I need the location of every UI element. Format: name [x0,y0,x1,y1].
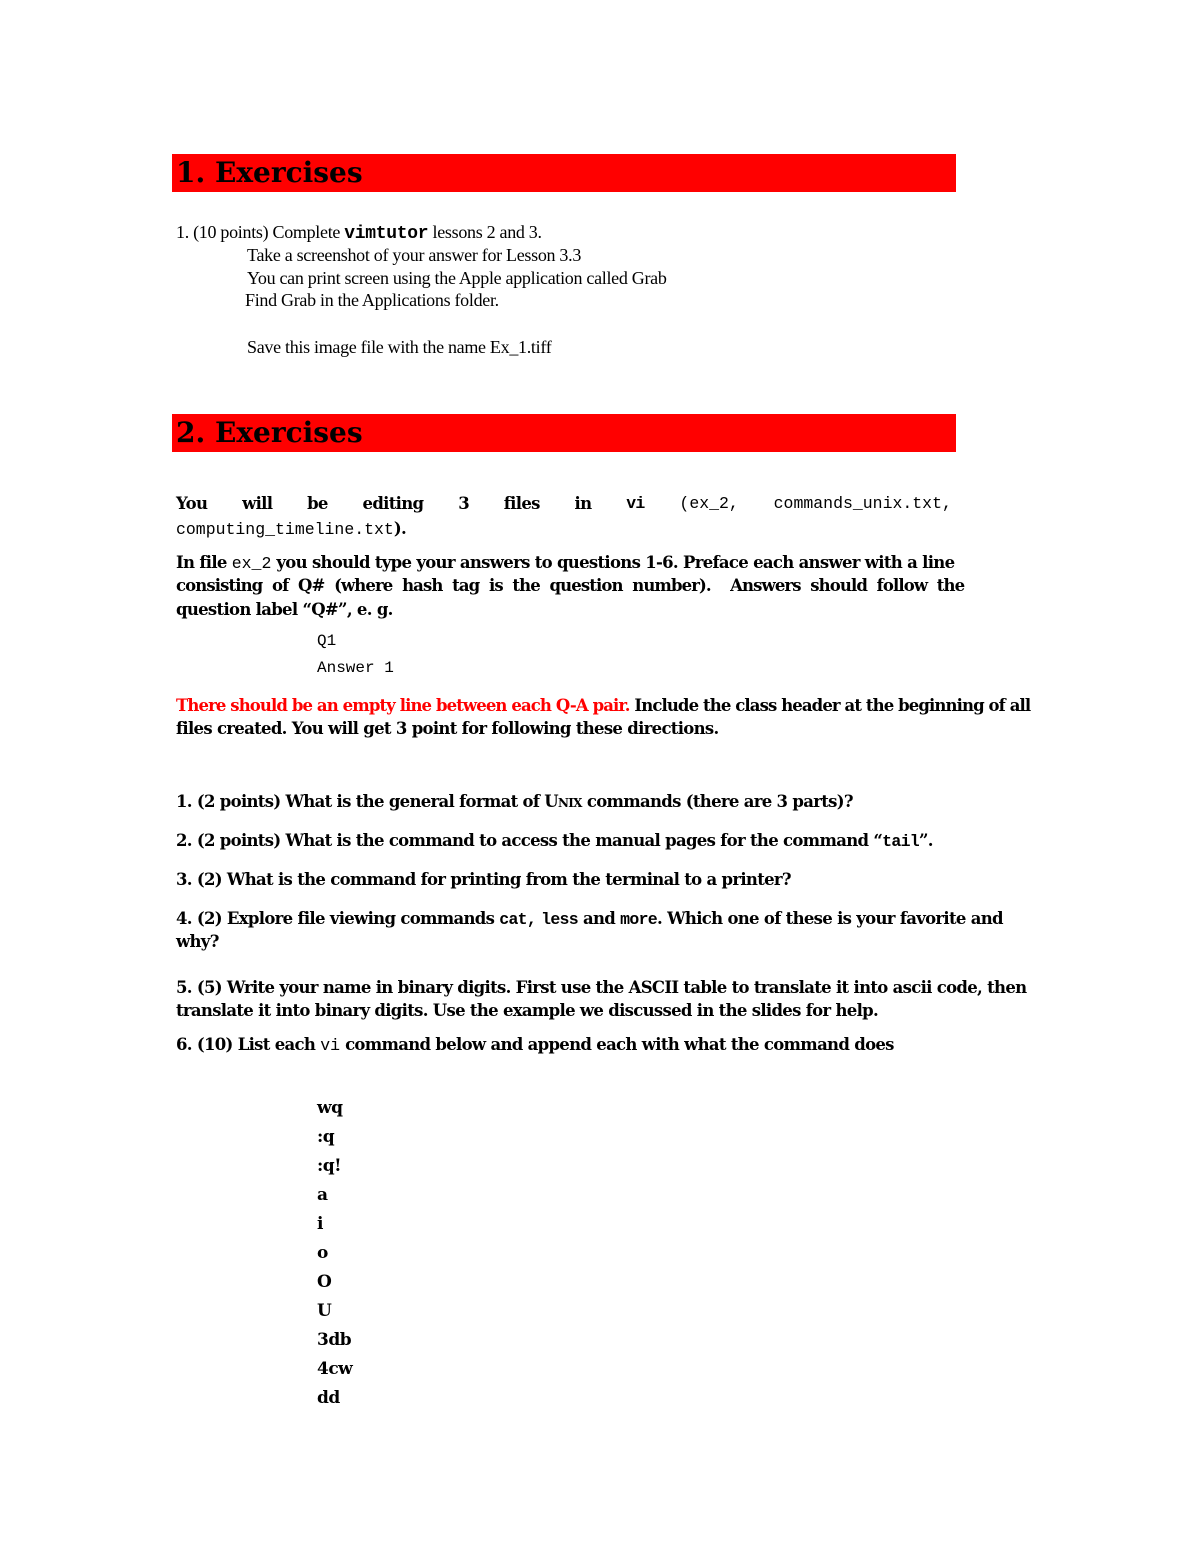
section-2-title: 2. Exercises [176,416,363,449]
section-1-banner [172,154,956,192]
question-1 [176,792,853,811]
question-4 [176,909,1003,929]
ex2-filename: (ex_2, [679,494,739,513]
more-command: more [620,910,657,929]
question-2-text-b: ”. [918,831,933,850]
exercise-1-line-4: Find Grab in the Applications folder. [245,290,499,310]
intro-word: files [503,494,540,513]
exercise-1-line-3: You can print screen using the Apple application called Grab [247,268,667,288]
exercise-1-prefix: 1. (10 points) Complete [176,222,341,242]
vi-command-item: o [317,1243,328,1263]
exercise-1-line-2: Take a screenshot of your answer for Lesson 3.3 [247,245,582,265]
intro-word: editing [362,494,424,513]
question-5-line-1: 5. (5) Write your name in binary digits. First use the ASCII table to translate it into ascii code, then [176,978,1027,997]
example-question: Q1 [317,632,337,650]
question-6-text-a: 6. (10) List each [176,1035,316,1054]
intro-word: in [574,494,592,513]
section-1-title: 1. Exercises [176,156,363,189]
question-2 [176,831,933,851]
p2-text-b: you should type your answers to questions 1-6. Preface each answer with a line [276,553,955,572]
computing-timeline-filename: computing_timeline.txt [176,520,394,539]
p2-line-2: consisting of Q# (where hash tag is the question number). Answers should follow the [176,576,965,595]
vi-command-list [317,1094,352,1413]
question-6-text-b: command below and append each with what the command does [345,1035,894,1054]
question-4-text-c: . Which one of these is your favorite and [656,909,1003,928]
intro-word: 3 [458,494,469,513]
vi-command-item: 4cw [317,1359,353,1379]
section-2-banner [172,414,956,452]
vi-command: vi [626,494,645,513]
exercise-1-suffix: lessons 2 and 3. [432,222,542,242]
intro-line-2 [176,519,406,539]
p2-text-a: In file [176,553,227,572]
question-5-line-2: translate it into binary digits. Use the example we discussed in the slides for help. [176,1001,879,1020]
empty-line-warning: There should be an empty line between each Q-A pair. [176,696,630,715]
vi-command-item: wq [317,1098,343,1118]
question-4-and: and [583,909,616,928]
p3-line-1 [176,696,1030,715]
question-4-line-2: why? [176,932,219,951]
vimtutor-command: vimtutor [344,224,429,244]
vi-command-item: U [317,1301,332,1321]
p3-line-2: files created. You will get 3 point for following these directions. [176,719,719,738]
vi-command-item: dd [317,1388,340,1408]
intro-word: You [176,494,208,513]
question-2-text-a: 2. (2 points) What is the command to access the manual pages for the command “ [176,831,883,850]
question-1-text-b: commands (there are 3 parts)? [586,792,853,811]
intro-line-2-end: ). [393,519,406,538]
intro-line-1 [176,494,952,513]
vi-command-item: a [317,1185,328,1205]
vi-command-item: i [317,1214,323,1234]
tail-command: tail [882,832,919,851]
less-command: less [541,910,578,929]
vi-command-item: 3db [317,1330,352,1350]
commands-unix-filename: commands_unix.txt, [773,494,952,513]
cat-command: cat, [499,910,537,929]
intro-word: be [307,494,328,513]
p2-line-3: question label “Q#”, e. g. [176,600,393,619]
question-4-text-a: 4. (2) Explore file viewing commands [176,909,495,928]
vi-command-item: :q [317,1127,335,1147]
vi-inline-command: vi [320,1036,341,1055]
p2-line-1 [176,553,954,573]
exercise-1-line-5: Save this image file with the name Ex_1.tiff [247,337,552,357]
ex2-file-code: ex_2 [231,554,272,573]
p3-rest: Include the class header at the beginning of all [634,696,1031,715]
question-3: 3. (2) What is the command for printing from the terminal to a printer? [176,870,791,889]
unix-small-caps: NIX [558,796,582,810]
vi-command-item: O [317,1272,332,1292]
example-answer: Answer 1 [317,659,394,677]
exercise-1-item [176,222,542,244]
vi-command-item: :q! [317,1156,342,1176]
question-6 [176,1035,894,1055]
intro-word: will [242,494,273,513]
question-1-text-a: 1. (2 points) What is the general format of U [176,792,558,811]
